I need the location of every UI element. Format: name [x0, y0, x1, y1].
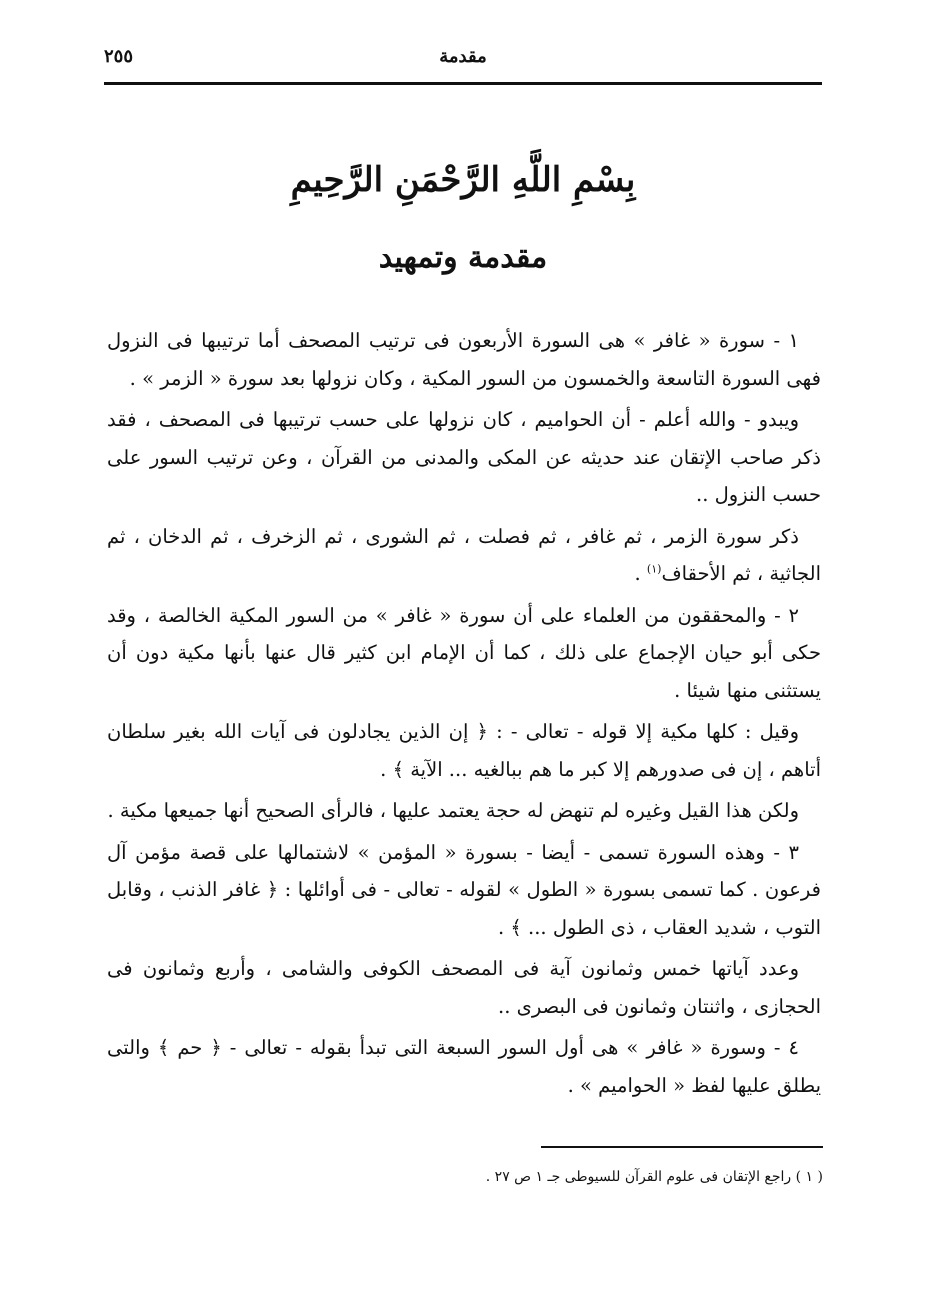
paragraph-3-end: . [634, 562, 647, 585]
page-number: ٢٥٥ [104, 46, 134, 67]
chapter-title: مقدمة وتمهيد [378, 240, 548, 275]
header-rule [104, 82, 822, 85]
footnote-marker[interactable]: (١) [646, 562, 662, 576]
footnote: ( ١ ) راجع الإتقان فى علوم القرآن للسيوطى جـ ١ ص ٢٧ . [485, 1169, 823, 1185]
body-text [107, 322, 821, 1108]
footnote-rule [541, 1146, 823, 1148]
paragraph-9: ٤ - وسورة « غافر » هى أول السور السبعة التى تبدأ بقوله - تعالى - ﴿ حم ﴾ والتى يطلق عليها لفظ « الحواميم » . [107, 1036, 821, 1097]
paragraph-5: وقيل : كلها مكية إلا قوله - تعالى - : ﴿ إن الذين يجادلون فى آيات الله بغير سلطان أتاهم ، إن فى صدورهم إلا كبر ما هم ببالغيه ... الآية ﴾ . [107, 720, 821, 781]
basmala: بِسْمِ اللَّهِ الرَّحْمَنِ الرَّحِيمِ [290, 160, 636, 200]
paragraph-3 [107, 518, 821, 593]
paragraph-3-text: ذكر سورة الزمر ، ثم غافر ، ثم فصلت ، ثم الشورى ، ثم الزخرف ، ثم الدخان ، ثم الجاثية ، ثم الأحقاف [107, 524, 821, 585]
paragraph-4: ٢ - والمحققون من العلماء على أن سورة « غافر » من السور المكية الخالصة ، وقد حكى أبو حيان الإجماع على ذلك ، كما أن الإمام ابن كثير قال عنها بأنها مكية دون أن يستثنى منها شيئا . [107, 603, 821, 702]
running-title: مقدمة [439, 46, 487, 67]
paragraph-2: ويبدو - والله أعلم - أن الحواميم ، كان نزولها على حسب ترتيبها فى المصحف ، فقد ذكر صاحب الإتقان عند حديثه عن المكى والمدنى من القرآن ، وعن ترتيب السور على حسب النزول .. [107, 408, 821, 506]
paragraph-7: ٣ - وهذه السورة تسمى - أيضا - بسورة « المؤمن » لاشتمالها على قصة مؤمن آل فرعون . كما تسمى بسورة « الطول » لقوله - تعالى - فى أوائلها : ﴿ غافر الذنب ، وقابل التوب ، شديد العقاب ، ذى الطول ... ﴾ . [107, 840, 821, 939]
paragraph-6: ولكن هذا القيل وغيره لم تنهض له حجة يعتمد عليها ، فالرأى الصحيح أنها جميعها مكية . [107, 799, 799, 822]
running-head [104, 42, 822, 78]
paragraph-8: وعدد آياتها خمس وثمانون آية فى المصحف الكوفى والشامى ، وأربع وثمانون فى الحجازى ، واثنتان وثمانون فى البصرى .. [107, 957, 821, 1018]
paragraph-1: ١ - سورة « غافر » هى السورة الأربعون فى ترتيب المصحف أما ترتيبها فى النزول فهى السورة التاسعة والخمسون من السور المكية ، وكان نزولها بعد سورة « الزمر » . [107, 329, 821, 390]
